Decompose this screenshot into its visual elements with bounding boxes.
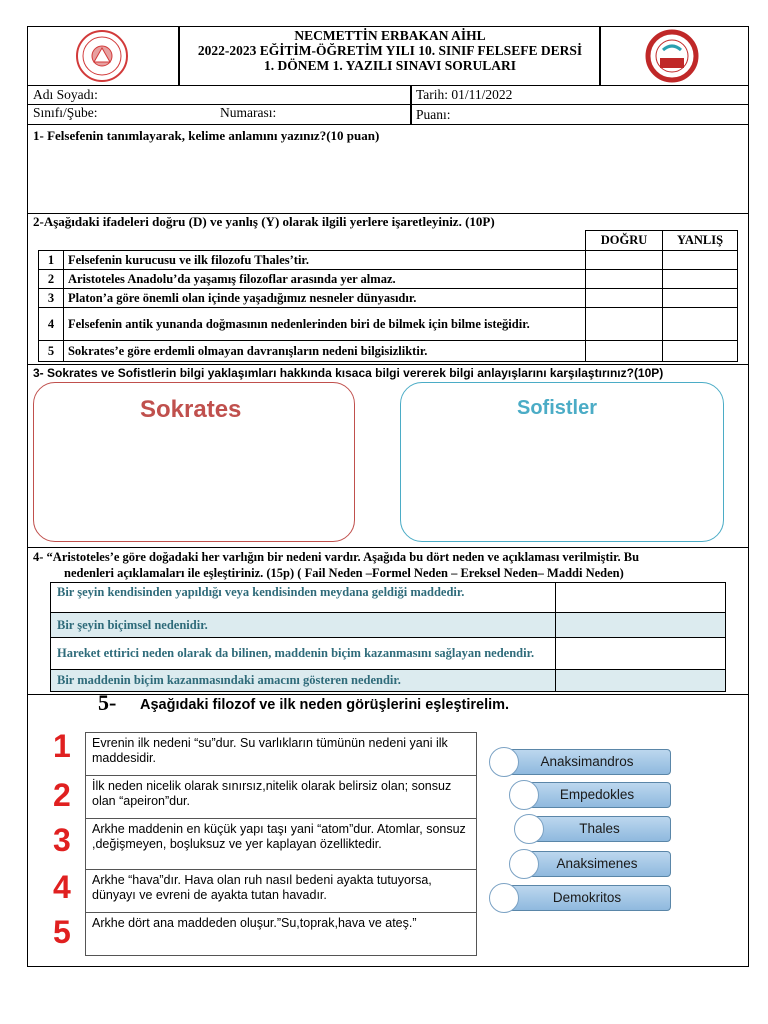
philosopher-anaksimandros[interactable]: Anaksimandros (503, 749, 671, 775)
q5-number: 5- (98, 690, 117, 715)
connector-circle (489, 747, 519, 777)
info-vline (410, 85, 412, 125)
q1-answer-area[interactable] (33, 148, 743, 208)
cause-answer-cell[interactable] (556, 670, 726, 692)
cause-description: Bir maddenin biçim kazanmasındaki amacını gösteren nedendir. (51, 670, 556, 692)
view-text: İlk neden nicelik olarak sınırsız,nitelik olarak belirsiz olan; sonsuz olan “apeiron”dur. (85, 775, 477, 819)
score-label: Puanı: (416, 107, 451, 122)
cause-answer-cell[interactable] (556, 583, 726, 613)
connector-circle (509, 780, 539, 810)
meb-logo (42, 28, 162, 84)
q2-false-cell[interactable] (663, 289, 738, 308)
q2-row-number: 1 (39, 251, 64, 270)
q2-false-cell[interactable] (663, 308, 738, 341)
school-logo (630, 28, 714, 84)
info-box (27, 85, 749, 125)
q2-true-cell[interactable] (586, 341, 663, 362)
philosopher-demokritos[interactable]: Demokritos (503, 885, 671, 911)
number-label: Numarası: (220, 105, 277, 120)
cause-description: Bir şeyin biçimsel nedenidir. (51, 613, 556, 638)
view-text: Evrenin ilk nedeni “su”dur. Su varlıkların tümünün nedeni yani ilk maddesidir. (85, 732, 477, 776)
q2-row-text: Felsefenin antik yunanda doğmasının nedenlerinden biri de bilmek için bilme isteğidir. (63, 308, 585, 341)
cause-description: Bir şeyin kendisinden yapıldığı veya kendisinden meydana geldiği maddedir. (51, 583, 556, 613)
cause-description: Hareket ettirici neden olarak da bilinen, maddenin biçim kazanmasını sağlayan nedendir. (51, 638, 556, 670)
view-text: Arkhe dört ana maddeden oluşur.”Su,toprak,hava ve ateş.” (85, 912, 477, 956)
q2-true-cell[interactable] (586, 308, 663, 341)
item-number: 4 (53, 869, 71, 905)
q2-row-number: 4 (39, 308, 64, 341)
date-label: Tarih: 01/11/2022 (416, 87, 513, 102)
connector-circle (509, 849, 539, 879)
header-school: NECMETTİN ERBAKAN AİHL (294, 28, 486, 43)
view-text: Arkhe maddenin en küçük yapı taşı yani “atom”dur. Atomlar, sonsuz ,değişmeyen, boşluksuz ve yer kaplayan özelliktedir. (85, 818, 477, 870)
q2-row-text: Sokrates’e göre erdemli olmayan davranışların nedeni bilgisizliktir. (63, 341, 585, 362)
q2-row-number: 5 (39, 341, 64, 362)
cause-answer-cell[interactable] (556, 638, 726, 670)
name-label: Adı Soyadı: (33, 87, 98, 102)
sofistler-title: Sofistler (517, 397, 598, 419)
class-label: Sınıfı/Şube: (33, 105, 98, 120)
connector-circle (514, 814, 544, 844)
q2-row-number: 3 (39, 289, 64, 308)
q2-text: 2-Aşağıdaki ifadeleri doğru (D) ve yanlış (Y) olarak ilgili yerlere işaretleyiniz. (10P) (33, 214, 495, 229)
q2-row-text: Platon’a göre önemli olan içinde yaşadığımız nesneler dünyasıdır. (63, 289, 585, 308)
info-hline (27, 104, 749, 105)
item-number: 2 (53, 777, 71, 813)
philosopher-anaksimenes[interactable]: Anaksimenes (523, 851, 671, 877)
q2-true-cell[interactable] (586, 251, 663, 270)
sokrates-title: Sokrates (140, 396, 242, 423)
item-number: 3 (53, 822, 71, 858)
q2-false-cell[interactable] (663, 270, 738, 289)
q3-text: 3- Sokrates ve Sofistlerin bilgi yaklaşımları hakkında kısaca bilgi vererek bilgi anlayışlarını karşılaştırınız?(10P) (33, 366, 664, 380)
q2-row-text: Aristoteles Anadolu’da yaşamış filozoflar arasında yer almaz. (63, 270, 585, 289)
connector-circle (489, 883, 519, 913)
philosopher-empedokles[interactable]: Empedokles (523, 782, 671, 808)
view-text: Arkhe “hava”dır. Hava olan ruh nasıl bedeni ayakta tutuyorsa, dünyayı ve evreni de ayakta tutan havadır. (85, 869, 477, 913)
q1-text: 1- Felsefenin tanımlayarak, kelime anlamını yazınız?(10 puan) (33, 128, 380, 143)
cause-answer-cell[interactable] (556, 613, 726, 638)
q2-true-cell[interactable] (586, 289, 663, 308)
philosopher-thales[interactable]: Thales (528, 816, 671, 842)
col-true-header: DOĞRU (586, 231, 663, 251)
q2-row-text: Felsefenin kurucusu ve ilk filozofu Thales’tir. (63, 251, 585, 270)
item-number: 1 (53, 728, 71, 764)
q4-text-line1: 4- “Aristoteles’e göre doğadaki her varlığın bir nedeni vardır. Aşağıda bu dört neden ve açıklaması verilmiştir. Bu (33, 550, 640, 564)
q4-text-line2: nedenleri açıklamaları ile eşleştiriniz. (15p) ( Fail Neden –Formel Neden – Ereksel Neden– Maddi Neden) (64, 566, 624, 580)
q2-row-number: 2 (39, 270, 64, 289)
true-false-table (38, 230, 738, 362)
header-line3: 1. DÖNEM 1. YAZILI SINAVI SORULARI (264, 58, 516, 73)
item-number: 5 (53, 914, 71, 950)
header-line2: 2022-2023 EĞİTİM-ÖĞRETİM YILI 10. SINIF FELSEFE DERSİ (197, 43, 583, 58)
q2-true-cell[interactable] (586, 270, 663, 289)
q2-false-cell[interactable] (663, 251, 738, 270)
q2-false-cell[interactable] (663, 341, 738, 362)
q5-title: Aşağıdaki filozof ve ilk neden görüşlerini eşleştirelim. (140, 697, 510, 713)
causes-table (50, 582, 726, 692)
col-false-header: YANLIŞ (663, 231, 738, 251)
